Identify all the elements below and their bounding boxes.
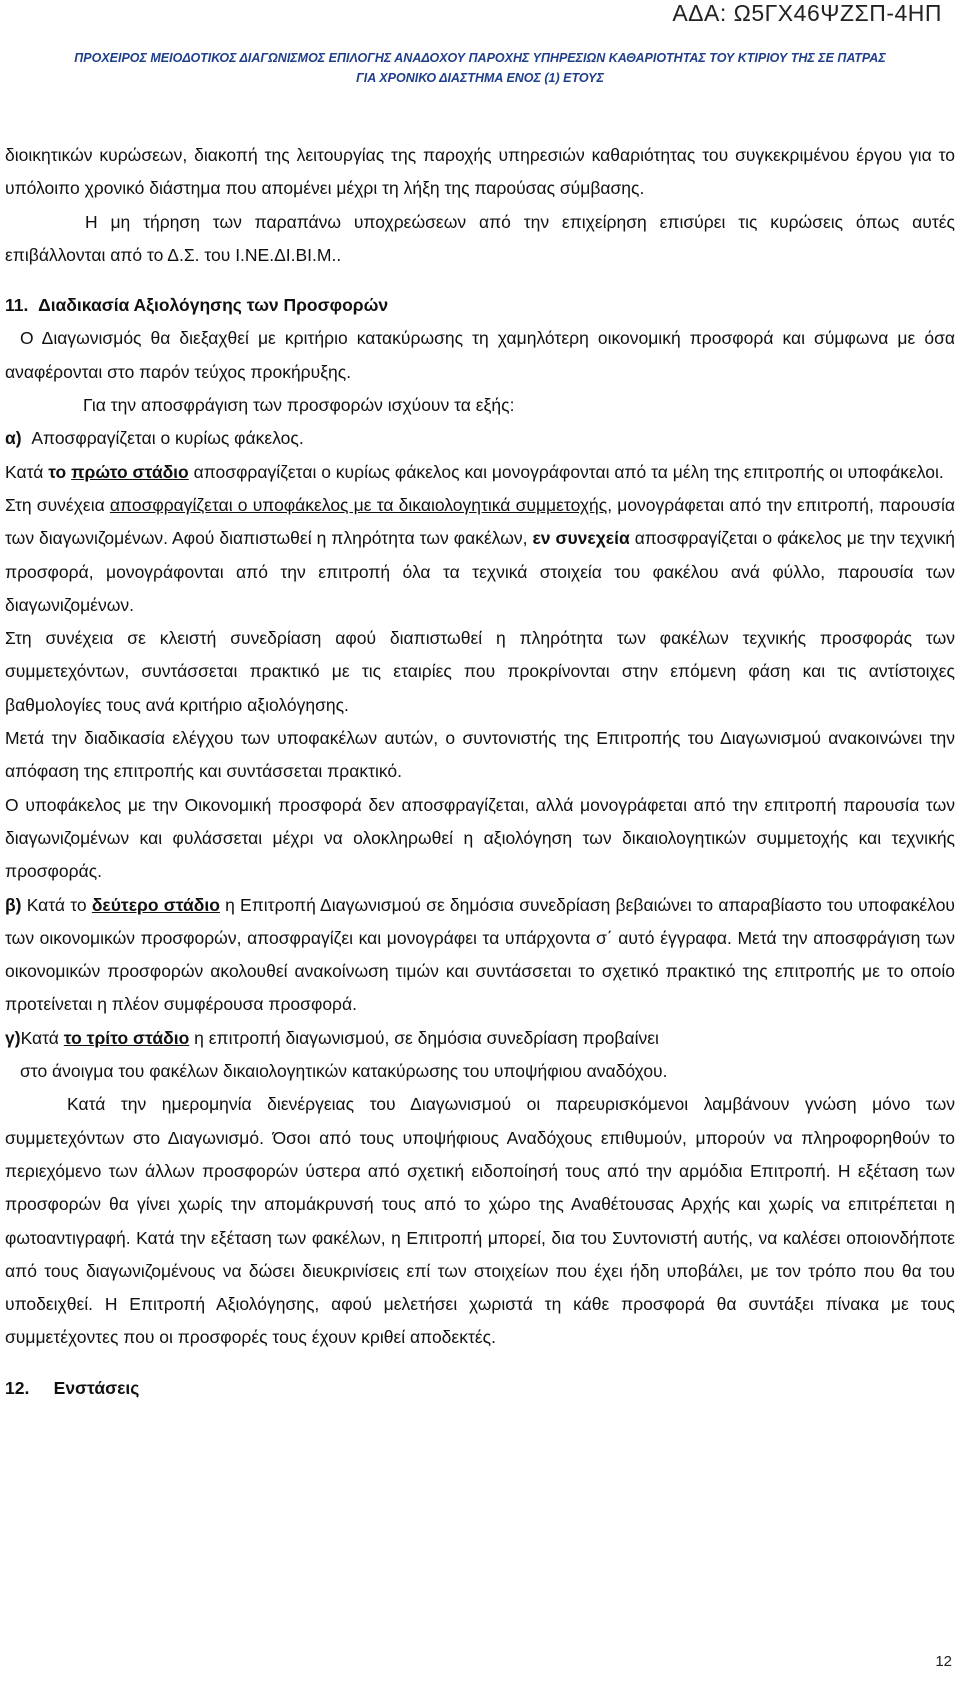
second-stage-label: δεύτερο στάδιο [91, 894, 220, 915]
text-run-underlined: αποσφραγίζεται ο υποφάκελος με τα δικαιολογητικά συμμετοχής [109, 494, 608, 515]
paragraph-coordinator-announcement: Μετά την διαδικασία ελέγχου των υποφακέλων αυτών, ο συντονιστής της Επιτροπής του Διαγωνισμού ανακοινώνει την απόφαση της επιτροπής και συντάσσεται πρακτικό. [5, 728, 955, 782]
paragraph-closed-session: Στη συνέχεια σε κλειστή συνεδρίαση αφού διαπιστωθεί η πληρότητα των φακέλων τεχνικής προσφοράς των συμμετεχόντων, συντάσσεται πρακτικό με τις εταιρίες που προκρίνονται στην επόμενη φάση και τις αντίστοιχες βαθμολογίες τους ανά κριτήριο αξιολόγησης. [5, 628, 955, 715]
paragraph-non-compliance: Η μη τήρηση των παραπάνω υποχρεώσεων από την επιχείρηση επισύρει τις κυρώσεις όπως αυτές επιβάλλονται από το Δ.Σ. του Ι.ΝΕ.ΔΙ.ΒΙ.Μ.. [5, 211, 955, 265]
section-11-number: 11. [5, 295, 29, 316]
section-12-heading [5, 1372, 955, 1405]
text-run: αποσφραγίζεται ο φάκελος με την τεχνική προσφορά, μονογράφονται από την επιτροπή όλα τα τεχνικά στοιχεία του φακέλου ανά φύλλο, παρουσία των διαγωνιζομένων. [5, 528, 955, 615]
page-number: 12 [935, 1653, 952, 1670]
paragraph-financial-envelope: Ο υποφάκελος με την Οικονομική προσφορά δεν αποσφραγίζεται, αλλά μονογράφεται από την επιτροπή παρουσία των διαγωνιζομένων και φυλάσσεται μέχρι να ολοκληρωθεί η αξιολόγηση των δικαιολογητικών συμμετοχής και τεχνικής προσφοράς. [5, 794, 955, 882]
document-header [0, 48, 960, 88]
spacer [5, 272, 955, 289]
header-line-1: ΠΡΟΧΕΙΡΟΣ ΜΕΙΟΔΟΤΙΚΟΣ ΔΙΑΓΩΝΙΣΜΟΣ ΕΠΙΛΟΓΗΣ ΑΝΑΔΟΧΟΥ ΠΑΡΟΧΗΣ ΥΠΗΡΕΣΙΩΝ ΚΑΘΑΡΙΟΤΗΤΑΣ ΤΟΥ ΚΤΙΡΙΟΥ ΤΗΣ ΣΕ ΠΑΤΡΑΣ [74, 51, 886, 65]
section-12-title: Ενστάσεις [53, 1377, 140, 1398]
paragraph-award-criterion: Ο Διαγωνισμός θα διεξαχθεί με κριτήριο κατακύρωσης τη χαμηλότερη οικονομική προσφορά και σύμφωνα με όσα αναφέρονται στο παρόν τεύχος προκήρυξης. [5, 328, 955, 382]
text-run: Κατά το [21, 894, 92, 915]
third-stage-label: το τρίτο στάδιο [63, 1027, 190, 1048]
alpha-text: Αποσφραγίζεται ο κυρίως φάκελος. [31, 428, 304, 449]
gamma-label: γ) [5, 1027, 21, 1048]
section-11-heading [5, 289, 955, 322]
beta-label: β) [5, 894, 22, 915]
paragraph-opening-rules: Για την αποσφράγιση των προσφορών ισχύουν τα εξής: [83, 395, 515, 416]
header-line-2: ΓΙΑ ΧΡΟΝΙΚΟ ΔΙΑΣΤΗΜΑ ΕΝΟΣ (1) ΕΤΟΥΣ [356, 71, 604, 85]
text-run-bold: εν συνεχεία [532, 528, 630, 549]
paragraph-participation-docs [5, 489, 955, 622]
text-run-bold: το [48, 461, 67, 482]
text-run: Στη συνέχεια [5, 494, 110, 515]
text-run: Κατά [5, 461, 49, 482]
paragraph-first-stage [5, 456, 955, 489]
text-run: , μονογράφεται από την επιτροπή, παρουσία των διαγωνιζομένων. Αφού διαπιστωθεί η πληρότητα των φακέλων, [5, 494, 955, 549]
text-run: η Επιτροπή Διαγωνισμού σε δημόσια συνεδρίαση βεβαιώνει το απαραβίαστο του υποφακέλου των οικονομικών προσφορών, αποσφραγίζει και μονογράφει τα υπάρχοντα σ΄ αυτό έγγραφα. Μετά την αποσφράγιση των οικονομικών προσφορών ακολουθεί ανακοίνωση τιμών και συντάσσεται το σχετικό πρακτικό της επιτροπής με το οποίο προτείνεται η πλέον συμφέρουσα προσφορά. [5, 894, 955, 1015]
first-stage-label: πρώτο στάδιο [71, 461, 189, 482]
text-run: η επιτροπή διαγωνισμού, σε δημόσια συνεδρίαση προβαίνει [189, 1027, 659, 1048]
paragraph-third-stage [5, 1022, 955, 1055]
paragraph-second-stage [5, 889, 955, 1022]
ada-code: ΑΔΑ: Ω5ΓΧ46ΨΖΣΠ-4ΗΠ [672, 0, 942, 26]
document-body [5, 139, 955, 1405]
section-12-number: 12. [5, 1377, 30, 1398]
text-run: Κατά [20, 1027, 64, 1048]
list-item-alpha [5, 422, 955, 455]
paragraph-sanctions-continued: διοικητικών κυρώσεων, διακοπή της λειτουργίας της παροχής υπηρεσιών καθαριότητας του συγκεκριμένου έργου για το υπόλοιπο χρονικό διάστημα που απομένει μέχρι τη λήξη της παρούσας σύμβασης. [5, 145, 955, 199]
alpha-label: α) [5, 428, 22, 449]
text-run: αποσφραγίζεται ο κυρίως φάκελος και μονογράφονται από τα μέλη της επιτροπής οι υποφάκελοι. [188, 461, 944, 482]
paragraph-examination: Κατά την ημερομηνία διενέργειας του Διαγωνισμού οι παρευρισκόμενοι λαμβάνουν γνώση μόνο των συμμετεχόντων στο Διαγωνισμό. Όσοι από τους υποψήφιους Αναδόχους επιθυμούν, μπορούν να πληροφορηθούν το περιεχόμενο των άλλων προσφορών ύστερα από σχετική ειδοποίησή τους από την αρμόδια Επιτροπή. Η εξέταση των προσφορών θα γίνει χωρίς την απομάκρυνσή τους από το χώρο της Αναθέτουσας Αρχής και χωρίς να επιτρέπεται η φωτοαντιγραφή. Κατά την εξέταση των φακέλων, η Επιτροπή μπορεί, δια του Συντονιστή αυτής, να καλέσει οποιονδήποτε από τους διαγωνιζομένους να δώσει διευκρινίσεις επί των στοιχείων που έχει ήδη υποβάλει, με τον τρόπο που θα του υποδειχθεί. Η Επιτροπή Αξιολόγησης, αφού μελετήσει χωριστά τη κάθε προσφορά θα συντάξει πίνακα με τους συμμετέχοντες που οι προσφορές τους έχουν κριθεί αποδεκτές. [5, 1094, 955, 1348]
section-11-title: Διαδικασία Αξιολόγησης των Προσφορών [38, 295, 389, 316]
paragraph-award-docs: στο άνοιγμα του φακέλων δικαιολογητικών κατακύρωσης του υποψήφιου αναδόχου. [20, 1061, 668, 1082]
spacer [5, 1355, 955, 1372]
